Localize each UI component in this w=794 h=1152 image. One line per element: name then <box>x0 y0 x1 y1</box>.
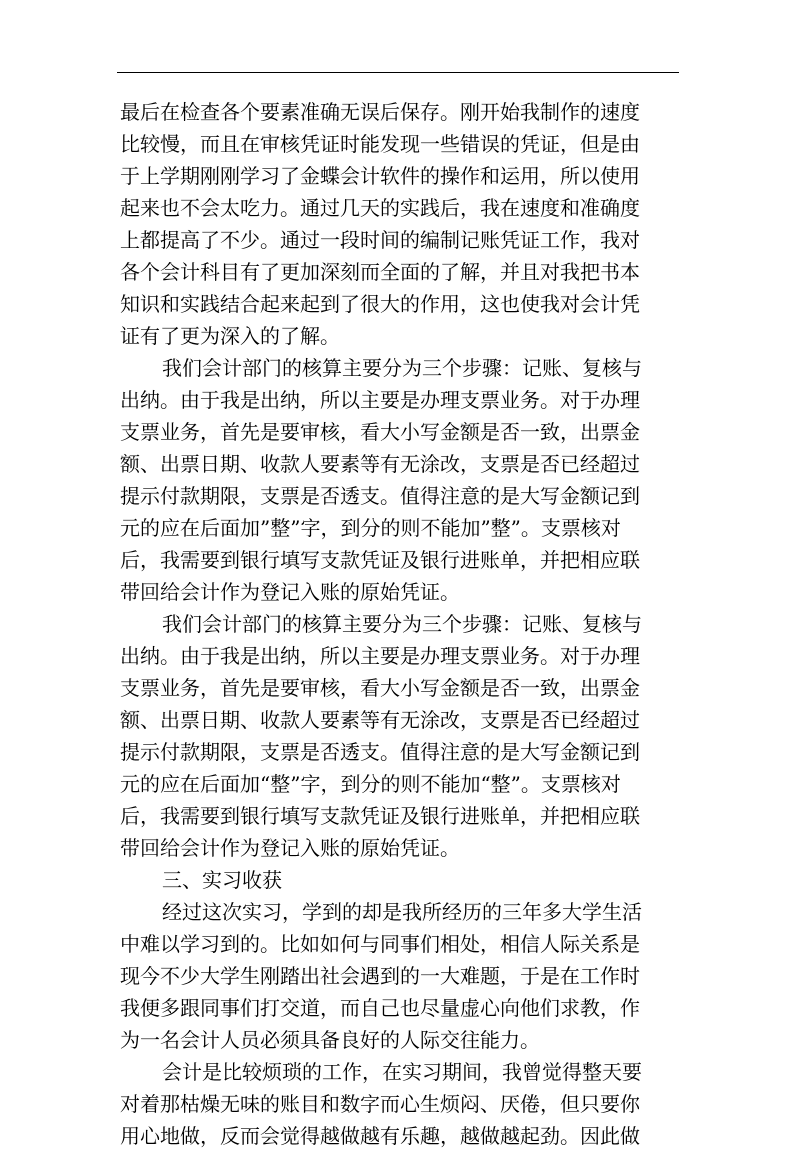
text-line: 元的应在后面加“整”字，到分的则不能加“整”。支票核对 <box>120 772 621 796</box>
text-line: 会计是比较烦琐的工作，在实习期间，我曾觉得整天要 <box>162 1060 642 1084</box>
text-line: 比较慢，而且在审核凭证时能发现一些错误的凭证，但是由 <box>120 132 640 156</box>
paragraph-accounting-work <box>120 1056 668 1152</box>
paragraph-internship-gains <box>120 896 668 1056</box>
text-line: 对着那枯燥无味的账目和数字而心生烦闷、厌倦，但只要你 <box>120 1092 640 1116</box>
text-line: 出纳。由于我是出纳，所以主要是办理支票业务。对于办理 <box>120 644 640 668</box>
body-text <box>120 96 668 1152</box>
text-line: 为一名会计人员必须具备良好的人际交往能力。 <box>120 1028 540 1052</box>
text-line: 额、出票日期、收款人要素等有无涂改，支票是否已经超过 <box>120 452 640 476</box>
text-line: 经过这次实习，学到的却是我所经历的三年多大学生活 <box>162 900 642 924</box>
heading-text: 三、实习收获 <box>162 868 282 892</box>
text-line: 各个会计科目有了更加深刻而全面的了解，并且对我把书本 <box>120 260 640 284</box>
text-line: 最后在检查各个要素准确无误后保存。刚开始我制作的速度 <box>120 100 640 124</box>
text-line: 用心地做，反而会觉得越做越有乐趣，越做越起劲。因此做 <box>120 1124 640 1148</box>
text-line: 元的应在后面加”整”字，到分的则不能加”整”。支票核对 <box>120 516 621 540</box>
text-line: 中难以学习到的。比如如何与同事们相处，相信人际关系是 <box>120 932 640 956</box>
text-line: 额、出票日期、收款人要素等有无涂改，支票是否已经超过 <box>120 708 640 732</box>
text-line: 知识和实践结合起来起到了很大的作用，这也使我对会计凭 <box>120 292 640 316</box>
paragraph-accounting-steps <box>120 352 668 608</box>
text-line: 带回给会计作为登记入账的原始凭证。 <box>120 836 460 860</box>
text-line: 上都提高了不少。通过一段时间的编制记账凭证工作，我对 <box>120 228 640 252</box>
text-line: 支票业务，首先是要审核，看大小写金额是否一致，出票金 <box>120 420 640 444</box>
text-line: 起来也不会太吃力。通过几天的实践后，我在速度和准确度 <box>120 196 640 220</box>
paragraph-accounting-steps-repeat <box>120 608 668 864</box>
text-line: 后，我需要到银行填写支款凭证及银行进账单，并把相应联 <box>120 548 640 572</box>
text-line: 我们会计部门的核算主要分为三个步骤：记账、复核与 <box>162 612 642 636</box>
text-line: 后，我需要到银行填写支款凭证及银行进账单，并把相应联 <box>120 804 640 828</box>
text-line: 出纳。由于我是出纳，所以主要是办理支票业务。对于办理 <box>120 388 640 412</box>
text-line: 支票业务，首先是要审核，看大小写金额是否一致，出票金 <box>120 676 640 700</box>
text-line: 提示付款期限，支票是否透支。值得注意的是大写金额记到 <box>120 484 640 508</box>
text-line: 我们会计部门的核算主要分为三个步骤：记账、复核与 <box>162 356 642 380</box>
section-heading <box>120 864 668 896</box>
text-line: 现今不少大学生刚踏出社会遇到的一大难题，于是在工作时 <box>120 964 640 988</box>
text-line: 于上学期刚刚学习了金蝶会计软件的操作和运用，所以使用 <box>120 164 640 188</box>
text-line: 我便多跟同事们打交道，而自己也尽量虚心向他们求教，作 <box>120 996 640 1020</box>
text-line: 带回给会计作为登记入账的原始凭证。 <box>120 580 460 604</box>
text-line: 证有了更为深入的了解。 <box>120 324 340 348</box>
text-line: 提示付款期限，支票是否透支。值得注意的是大写金额记到 <box>120 740 640 764</box>
header-rule <box>117 72 679 73</box>
paragraph-continuation <box>120 96 668 352</box>
